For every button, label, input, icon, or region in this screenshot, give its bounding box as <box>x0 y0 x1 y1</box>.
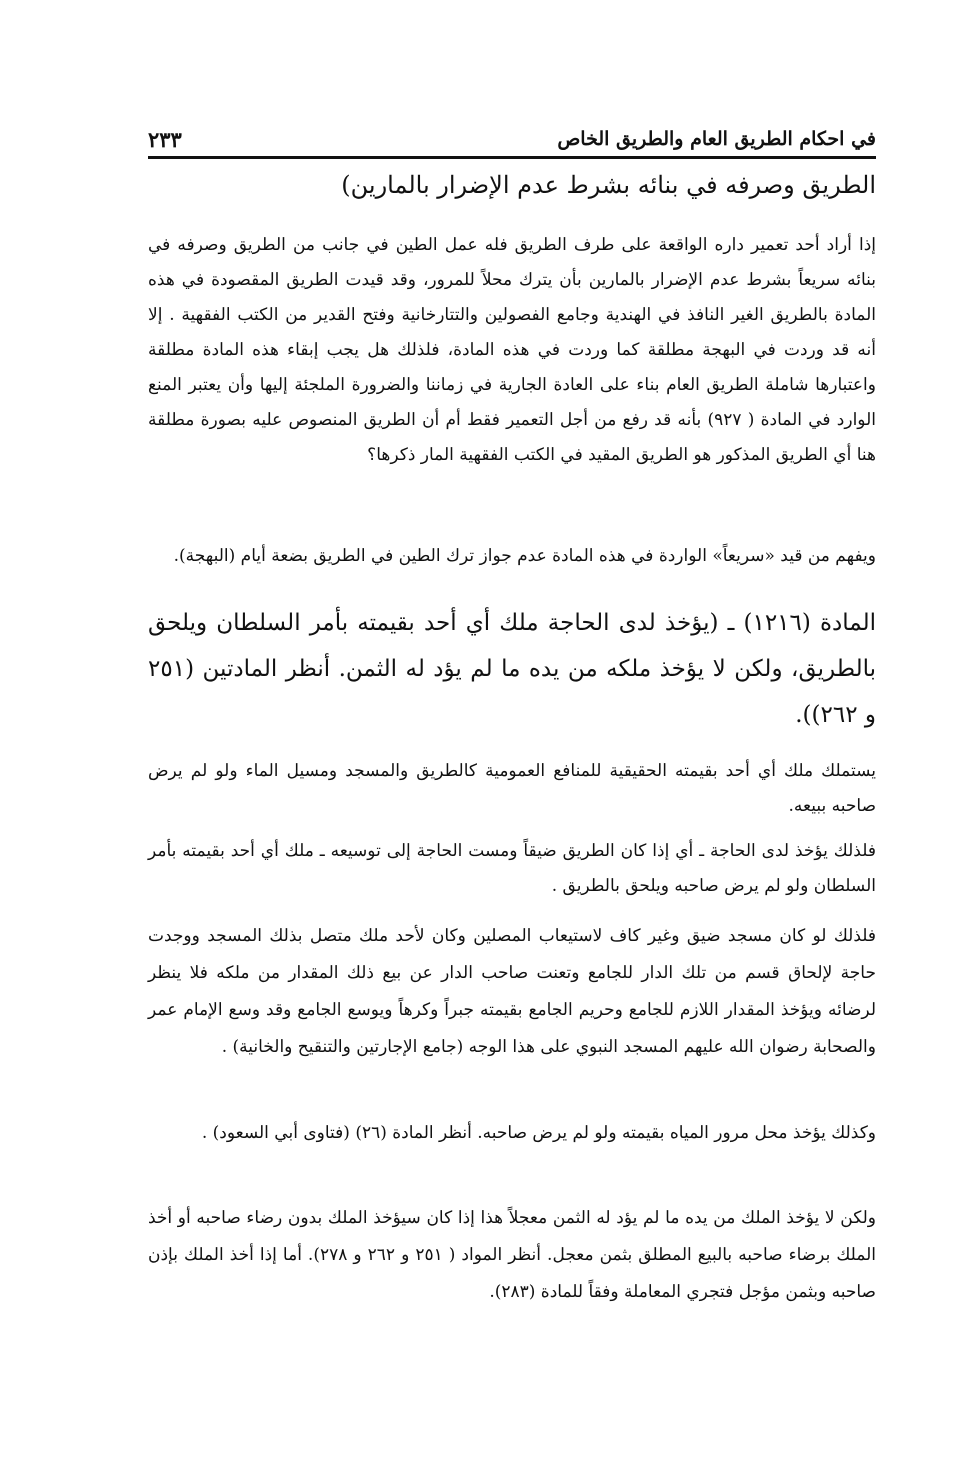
running-header <box>148 122 876 159</box>
paragraph-4: فلذلك يؤخذ لدى الحاجة ـ أي إذا كان الطريق ضيقاً ومست الحاجة إلى توسيعه ـ ملك أي أحد بقيمته بأمر السلطان ولو لم يرض صاحبه ويلحق بالطريق . <box>148 841 876 896</box>
section-subheading: الطريق وصرفه في بنائه بشرط عدم الإضرار بالمارين) <box>341 171 876 199</box>
paragraph-1: إذا أراد أحد تعمير داره الواقعة على طرف الطريق فله عمل الطين في جانب من الطريق وصرفه في بنائه سريعاً بشرط عدم الإضرار بالمارين بأن يترك محلاً للمرور، وقد قيدت الطريق المقصودة في هذه المادة بالطريق الغير النافذ في الهندية وجامع الفصولين والتتارخانية وفتح القدير من الكتب الفقهية . إلا أنه قد وردت في البهجة مطلقة كما وردت في هذه المادة، فلذلك هل يجب إبقاء هذه المادة مطلقة واعتبارها شاملة الطريق العام بناء على العادة الجارية في زماننا والضرورة الملجئة إليها وأن يعتبر المنع الوارد في المادة ( ٩٢٧) بأنه قد رفع من أجل التعمير فقط أم أن الطريق المنصوص عليه بصورة مطلقة هنا أي الطريق المذكور هو الطريق المقيد في الكتب الفقهية المار ذكرها؟ <box>148 235 876 465</box>
book-page <box>148 112 876 1352</box>
paragraph-2: ويفهم من قيد «سريعاً» الواردة في هذه المادة عدم جواز ترك الطين في الطريق بضعة أيام (البهجة). <box>173 546 876 566</box>
paragraph-5: فلذلك لو كان مسجد ضيق وغير كاف لاستيعاب المصلين وكان لأحد ملك متصل بذلك المسجد ووجدت حاجة لإلحاق قسم من تلك الدار للجامع وتعنت صاحب الدار عن بيع ذلك المقدار من ملكه فلا ينظر لرضائه ويؤخذ المقدار اللازم للجامع وحريم الجامع بقيمته جبراً وكرهاً ويوسع الجامع وقد وسع الإمام عمر والصحابة رضوان الله عليهم المسجد النبوي على هذا الوجه (جامع الإجارتين والتنقيح والخانية) . <box>148 926 876 1057</box>
chapter-title: في احكام الطريق العام والطريق الخاص <box>557 128 876 150</box>
paragraph-6: وكذلك يؤخذ محل مرور المياه بقيمته ولو لم يرض صاحبه. أنظر المادة (٢٦) (فتاوى أبي السعود) . <box>201 1123 876 1143</box>
paragraph-7: ولكن لا يؤخذ الملك من يده ما لم يؤد له الثمن معجلاً هذا إذا كان سيؤخذ الملك بدون رضاء صاحبه أو أخذ الملك برضاء صاحبه بالبيع المطلق بثمن معجل. أنظر المواد ( ٢٥١ و ٢٦٢ و ٢٧٨). أما إذا أخذ الملك بإذن صاحبه وبثمن مؤجل فتجري المعاملة وفقاً للمادة (٢٨٣). <box>148 1208 877 1302</box>
article-1216: المادة (١٢١٦) ـ (يؤخذ لدى الحاجة ملك أي أحد بقيمته بأمر السلطان ويلحق بالطريق، ولكن لا يؤخذ ملكه من يده ما لم يؤد له الثمن. أنظر المادتين (٢٥١ و ٢٦٢)). <box>148 610 876 728</box>
page-number: ٢٣٣ <box>148 126 182 152</box>
paragraph-3: يستملك ملك أي أحد بقيمته الحقيقية للمنافع العمومية كالطريق والمسجد ومسيل الماء ولو لم يرض صاحبه ببيعه. <box>148 761 876 816</box>
